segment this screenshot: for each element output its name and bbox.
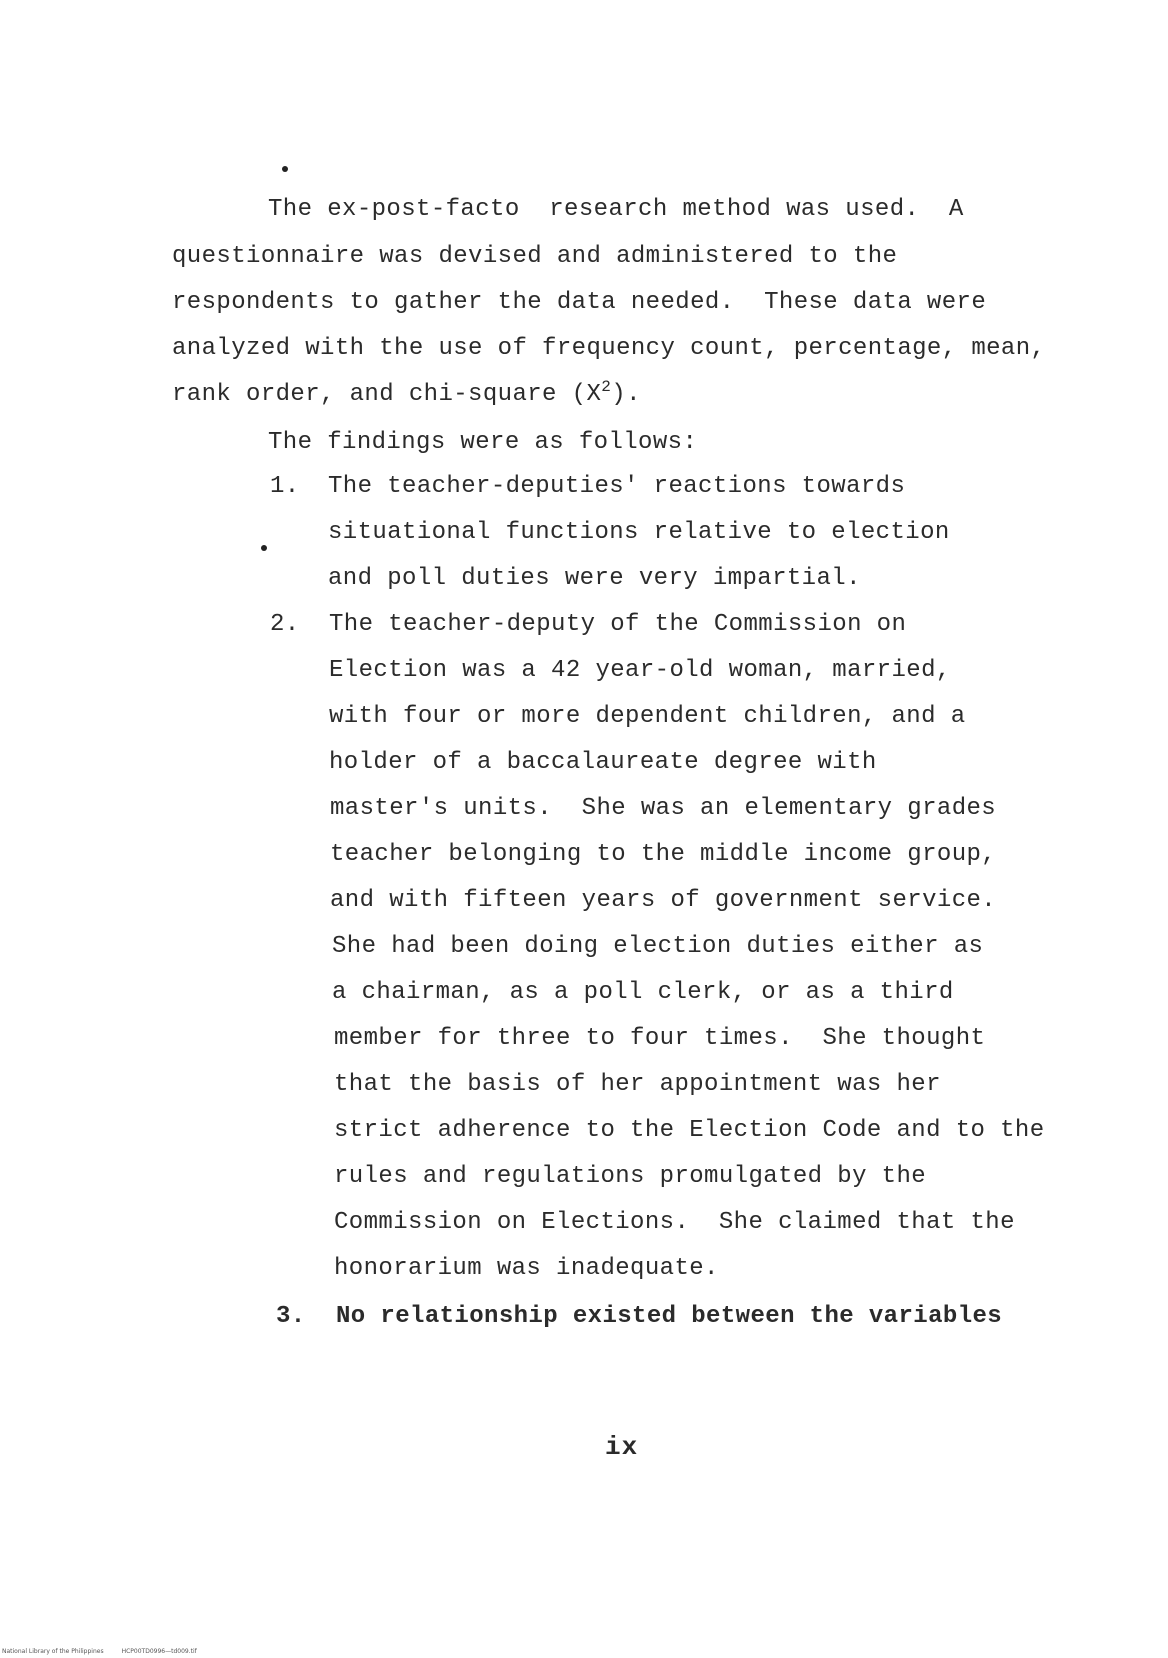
- finding-line: The teacher-deputies' reactions towards: [328, 473, 906, 500]
- finding-line: teacher belonging to the middle income group,: [330, 841, 997, 868]
- finding-line: She had been doing election duties either as: [332, 933, 984, 960]
- finding-line: Election was a 42 year-old woman, married,: [329, 657, 951, 684]
- finding-line: a chairman, as a poll clerk, or as a third: [332, 979, 954, 1006]
- library-credit: National Library of the Philippines: [2, 1648, 104, 1655]
- finding-number: 1.: [270, 473, 300, 500]
- finding-line: Commission on Elections. She claimed that the: [334, 1209, 1015, 1236]
- paragraph-line: analyzed with the use of frequency count, percentage, mean,: [172, 335, 1046, 362]
- paragraph-line: rank order, and chi-square $(X^2)$.: [172, 378, 641, 408]
- finding-line: The teacher-deputy of the Commission on: [329, 611, 907, 638]
- finding-line: rules and regulations promulgated by the: [334, 1163, 927, 1190]
- finding-number: 3.: [276, 1303, 306, 1330]
- stray-mark: [261, 545, 267, 551]
- finding-line: that the basis of her appointment was her: [334, 1071, 941, 1098]
- paragraph-line: respondents to gather the data needed. These data were: [172, 289, 987, 316]
- chi-square-superscript: 2: [601, 378, 612, 396]
- finding-line: No relationship existed between the variables: [336, 1303, 1003, 1330]
- stray-mark: [282, 166, 288, 172]
- finding-line: situational functions relative to election: [328, 519, 950, 546]
- finding-number: 2.: [270, 611, 300, 638]
- paragraph-line: The ex-post-facto research method was used. A: [268, 196, 964, 223]
- page-number: ix: [605, 1432, 639, 1462]
- finding-line: with four or more dependent children, and a: [329, 703, 966, 730]
- finding-line: master's units. She was an elementary grades: [330, 795, 997, 822]
- finding-line: honorarium was inadequate.: [334, 1255, 719, 1282]
- findings-intro: The findings were as follows:: [268, 429, 698, 456]
- finding-line: member for three to four times. She thought: [334, 1025, 986, 1052]
- scan-footer: [2, 1648, 215, 1655]
- paragraph-line: questionnaire was devised and administered to the: [172, 243, 898, 270]
- file-name: HCP00TD0996—td009.tif: [121, 1648, 197, 1655]
- finding-line: holder of a baccalaureate degree with: [329, 749, 877, 776]
- finding-line: strict adherence to the Election Code and to the: [334, 1117, 1045, 1144]
- finding-line: and poll duties were very impartial.: [328, 565, 861, 592]
- finding-line: and with fifteen years of government service.: [330, 887, 997, 914]
